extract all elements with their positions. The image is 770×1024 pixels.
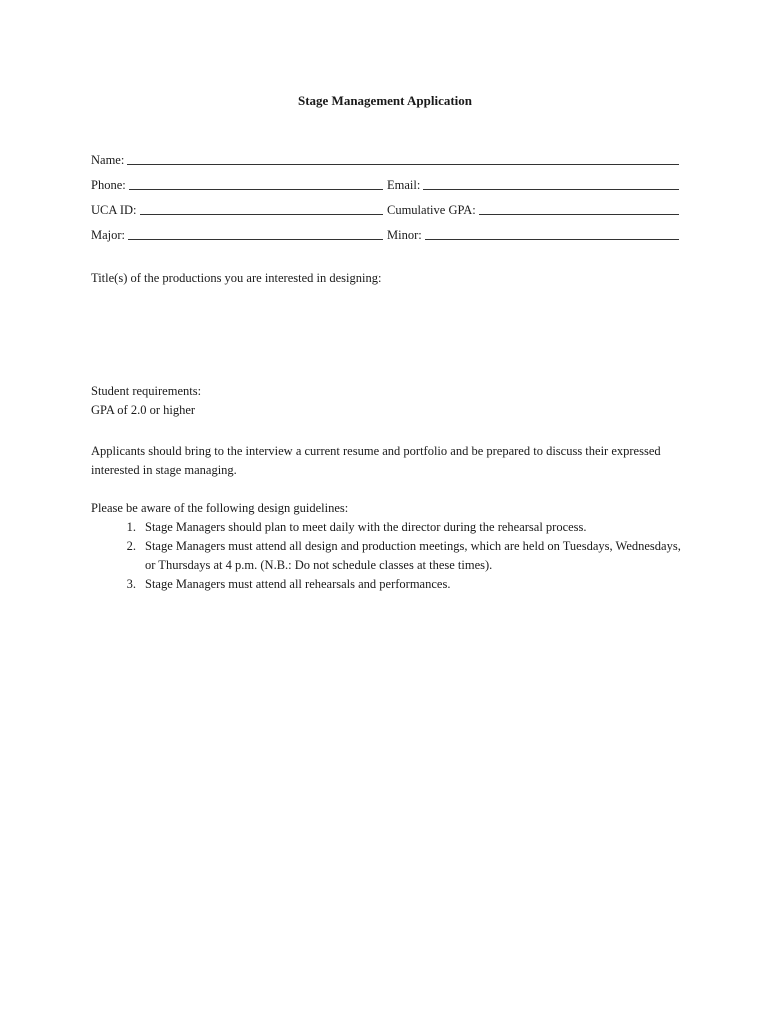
guideline-number: 3. [126,577,136,591]
gpa-blank-line[interactable] [479,214,679,215]
email-label: Email: [387,178,421,192]
name-blank-line[interactable] [127,164,679,165]
requirements-heading: Student requirements: [91,384,202,398]
guideline-item [91,537,681,575]
guidelines-intro: Please be aware of the following design guidelines: [91,501,349,515]
gpa-label: Cumulative GPA: [387,203,476,217]
name-field[interactable] [91,153,679,168]
uca-id-label: UCA ID: [91,203,137,217]
guideline-number: 1. [126,520,136,534]
name-label: Name: [91,153,125,167]
productions-prompt: Title(s) of the productions you are interested in designing: [91,271,382,285]
phone-email-row [91,175,679,193]
guideline-text: Stage Managers should plan to meet daily with the director during the rehearsal process. [145,520,587,534]
phone-blank-line[interactable] [129,189,383,190]
guidelines-list [91,518,681,594]
minor-blank-line[interactable] [425,239,679,240]
major-blank-line[interactable] [128,239,383,240]
minor-field[interactable] [387,228,679,243]
major-field[interactable] [91,228,383,243]
id-gpa-row [91,200,679,218]
email-blank-line[interactable] [423,189,679,190]
major-label: Major: [91,228,126,242]
major-minor-row [91,225,679,243]
minor-label: Minor: [387,228,422,242]
interview-note: Applicants should bring to the interview a current resume and portfolio and be prepared to discuss their expressed interested in stage managing. [91,444,661,477]
guideline-text: Stage Managers must attend all design and production meetings, which are held on Tuesdays, Wednesdays, or Thursdays at 4 p.m. (N.B.: Do not schedule classes at these times). [145,539,681,572]
guideline-number: 2. [126,539,136,553]
guideline-item [91,518,681,537]
uca-id-field[interactable] [91,203,383,218]
guideline-item [91,575,681,594]
guideline-text: Stage Managers must attend all rehearsals and performances. [145,577,451,591]
phone-field[interactable] [91,178,383,193]
email-field[interactable] [387,178,679,193]
form-title: Stage Management Application [297,93,473,108]
requirements-gpa: GPA of 2.0 or higher [91,403,196,417]
phone-label: Phone: [91,178,126,192]
uca-id-blank-line[interactable] [140,214,384,215]
name-row [91,150,679,168]
gpa-field[interactable] [387,203,679,218]
